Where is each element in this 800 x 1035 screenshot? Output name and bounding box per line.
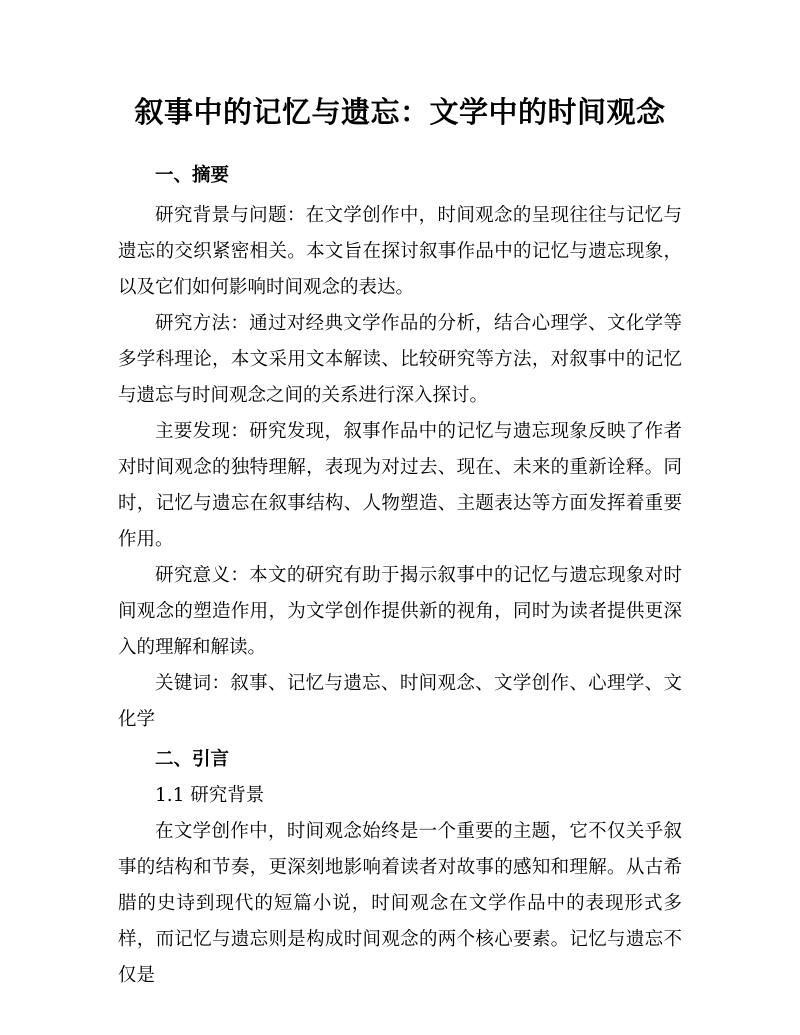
intro-subheading: 1.1 研究背景 xyxy=(155,785,265,806)
abstract-background-paragraph: 研究背景与问题：在文学创作中，时间观念的呈现往往与记忆与遗忘的交织紧密相关。本文旨在探讨叙事作品中的记忆与遗忘现象，以及它们如何影响时间观念的表达。 xyxy=(118,205,682,298)
abstract-method-paragraph: 研究方法：通过对经典文学作品的分析，结合心理学、文化学等多学科理论，本文采用文本解读、比较研究等方法，对叙事中的记忆与遗忘与时间观念之间的关系进行深入探讨。 xyxy=(118,313,682,406)
intro-heading: 二、引言 xyxy=(155,749,230,770)
intro-paragraph: 在文学创作中，时间观念始终是一个重要的主题，它不仅关乎叙事的结构和节奏，更深刻地影响着读者对故事的感知和理解。从古希腊的史诗到现代的短篇小说，时间观念在文学作品中的表现形式多样，而记忆与遗忘则是构成时间观念的两个核心要素。记忆与遗忘不仅是 xyxy=(118,821,682,986)
abstract-heading: 一、摘要 xyxy=(155,165,230,186)
document-title: 叙事中的记忆与遗忘：文学中的时间观念 xyxy=(134,95,666,129)
abstract-significance-paragraph: 研究意义：本文的研究有助于揭示叙事中的记忆与遗忘现象对时间观念的塑造作用，为文学创作提供新的视角，同时为读者提供更深入的理解和解读。 xyxy=(118,565,682,658)
abstract-keywords-paragraph: 关键词：叙事、记忆与遗忘、时间观念、文学创作、心理学、文化学 xyxy=(118,673,682,730)
abstract-findings-paragraph: 主要发现：研究发现，叙事作品中的记忆与遗忘现象反映了作者对时间观念的独特理解，表现为对过去、现在、未来的重新诠释。同时，记忆与遗忘在叙事结构、人物塑造、主题表达等方面发挥着重要作用。 xyxy=(118,421,682,550)
